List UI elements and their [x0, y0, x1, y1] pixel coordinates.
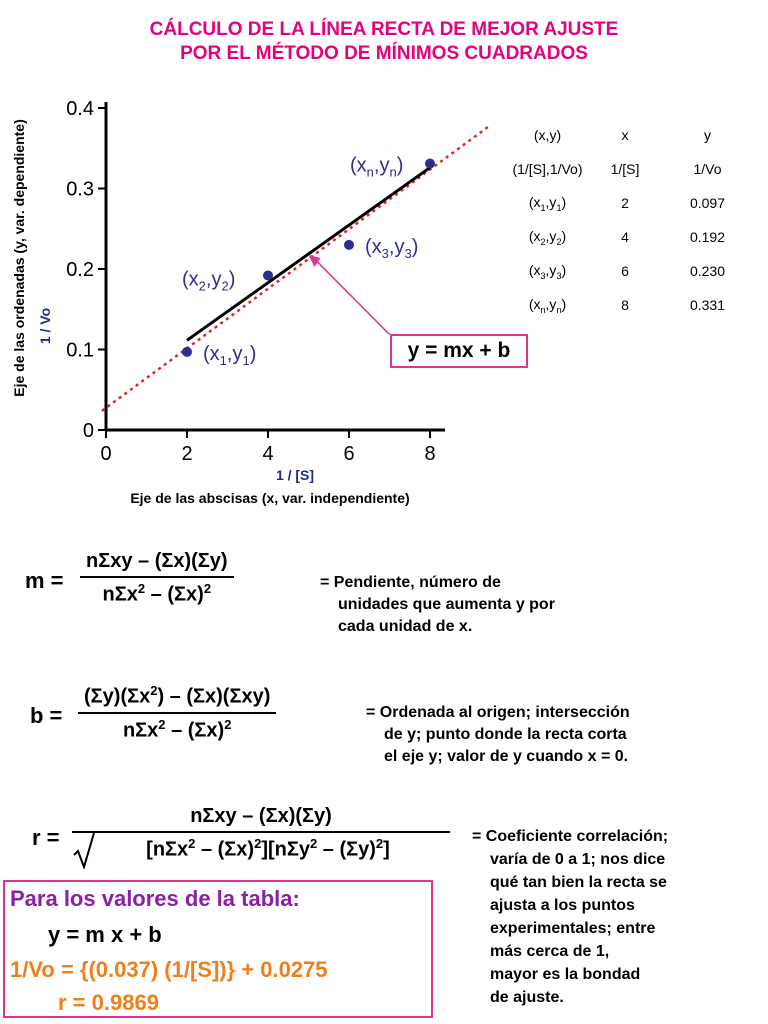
results-fitted-equation: 1/Vo = {(0.037) (1/[S])} + 0.0275 [10, 957, 328, 982]
y-tick-label: 0.2 [66, 259, 94, 281]
r-label: r = [32, 825, 60, 850]
table-cell-pair: $(x_2,y_2)$ [528, 227, 567, 247]
table-row [500, 186, 760, 220]
data-point [182, 347, 192, 357]
b-fraction [78, 683, 276, 742]
table-row [500, 254, 760, 288]
equation-annotation-box: y = mx + b [390, 334, 528, 368]
table-header-x: x [621, 127, 629, 143]
x-tick-label: 8 [424, 443, 436, 465]
y-tick-label: 0.1 [66, 339, 94, 362]
m-description: = Pendiente, número de unidades que aumenta y por cada unidad de x. [320, 574, 555, 635]
y-tick-label: 0.3 [66, 178, 94, 201]
page-title [0, 18, 768, 66]
data-point [344, 240, 354, 250]
x-axis-label: 1 / [S] [275, 467, 315, 483]
data-point [425, 159, 435, 169]
r-description: = Coeficiente correlación; varía de 0 a 1; nos dice qué tan bien la recta se ajusta a los puntos experimentales; entre más cerca de 1, mayor es la bondad de ajuste. [472, 828, 669, 1006]
point-label: $(x_n,y_n)$ [350, 154, 404, 180]
b-denominator: $n\Sigma x^2 - (\Sigma x)^2$ [122, 716, 232, 742]
annotation-arrow-line [317, 261, 391, 334]
table-cell-x: 4 [621, 229, 629, 245]
table-header-y: y [704, 127, 711, 143]
x-tick-label: 2 [181, 443, 193, 465]
point-label: $(x_1,y_1)$ [203, 342, 257, 368]
y-axis-label: 1 / Vo [37, 307, 53, 345]
table-cell-x: 8 [621, 297, 629, 313]
m-label: m = [25, 568, 64, 593]
x-tick-label: 4 [262, 443, 274, 465]
m-fraction [80, 550, 234, 607]
table-header-pair: (x,y) [533, 127, 562, 143]
title-line-2: POR EL MÉTODO DE MÍNIMOS CUADRADOS [180, 43, 588, 64]
results-equation: y = m x + b [48, 922, 162, 947]
table-header-row [500, 118, 760, 152]
table-header-pair-units: (1/[S],1/Vo) [512, 161, 583, 177]
b-description: = Ordenada al origen; intersección de y; punto donde la recta corta el eje y; valor de y cuando x = 0. [366, 704, 630, 765]
table-cell-pair: $(x_n,y_n)$ [528, 295, 567, 315]
table-cell-y: 0.331 [689, 297, 726, 313]
y-tick-label: 0 [82, 420, 94, 442]
point-label: $(x_3,y_3)$ [365, 235, 419, 261]
square-root-icon [72, 833, 96, 869]
table-cell-y: 0.230 [689, 263, 726, 279]
table-row [500, 220, 760, 254]
table-cell-pair: $(x_3,y_3)$ [528, 261, 567, 281]
m-denominator: $n\Sigma x^2 - (\Sigma x)^2$ [102, 581, 212, 606]
m-numerator: nΣxy – (Σx)(Σy) [86, 550, 228, 572]
point-label: $(x_2,y_2)$ [182, 268, 236, 294]
data-table [500, 118, 760, 322]
y-axis-caption: Eje de las ordenadas (y, var. dependiente) [11, 119, 27, 397]
y-tick-label: 0.4 [66, 98, 94, 120]
table-header-x-units: 1/[S] [610, 161, 640, 177]
table-row [500, 288, 760, 322]
x-tick-label: 6 [343, 443, 355, 465]
results-correlation: r = 0.9869 [58, 990, 159, 1015]
b-label: b = [30, 703, 63, 728]
annotation-arrow-head [309, 255, 321, 267]
results-title: Para los valores de la tabla: [10, 886, 300, 911]
table-cell-y: 0.192 [689, 229, 726, 245]
scatter-chart [0, 88, 500, 518]
x-tick-label: 0 [100, 443, 112, 465]
r-fraction [72, 805, 450, 862]
r-denominator: $[n\Sigma x^2 - (\Sigma x)^2][n\Sigma y^2 - (\Sigma y)^2]$ [72, 833, 450, 862]
x-axis-caption: Eje de las abscisas (x, var. independiente) [130, 490, 410, 506]
table-cell-x: 6 [621, 263, 629, 279]
r-numerator: nΣxy – (Σx)(Σy) [190, 805, 332, 827]
data-point [263, 270, 273, 280]
table-header-row-2 [500, 152, 760, 186]
title-line-1: CÁLCULO DE LA LÍNEA RECTA DE MEJOR AJUSTE [149, 19, 619, 40]
table-cell-y: 0.097 [689, 195, 726, 211]
table-header-y-units: 1/Vo [693, 161, 722, 177]
table-cell-x: 2 [621, 195, 629, 211]
b-numerator: $(\Sigma y)(\Sigma x^2) - (\Sigma x)(\Sigma xy)$ [84, 683, 271, 708]
table-cell-pair: $(x_1,y_1)$ [528, 193, 567, 213]
